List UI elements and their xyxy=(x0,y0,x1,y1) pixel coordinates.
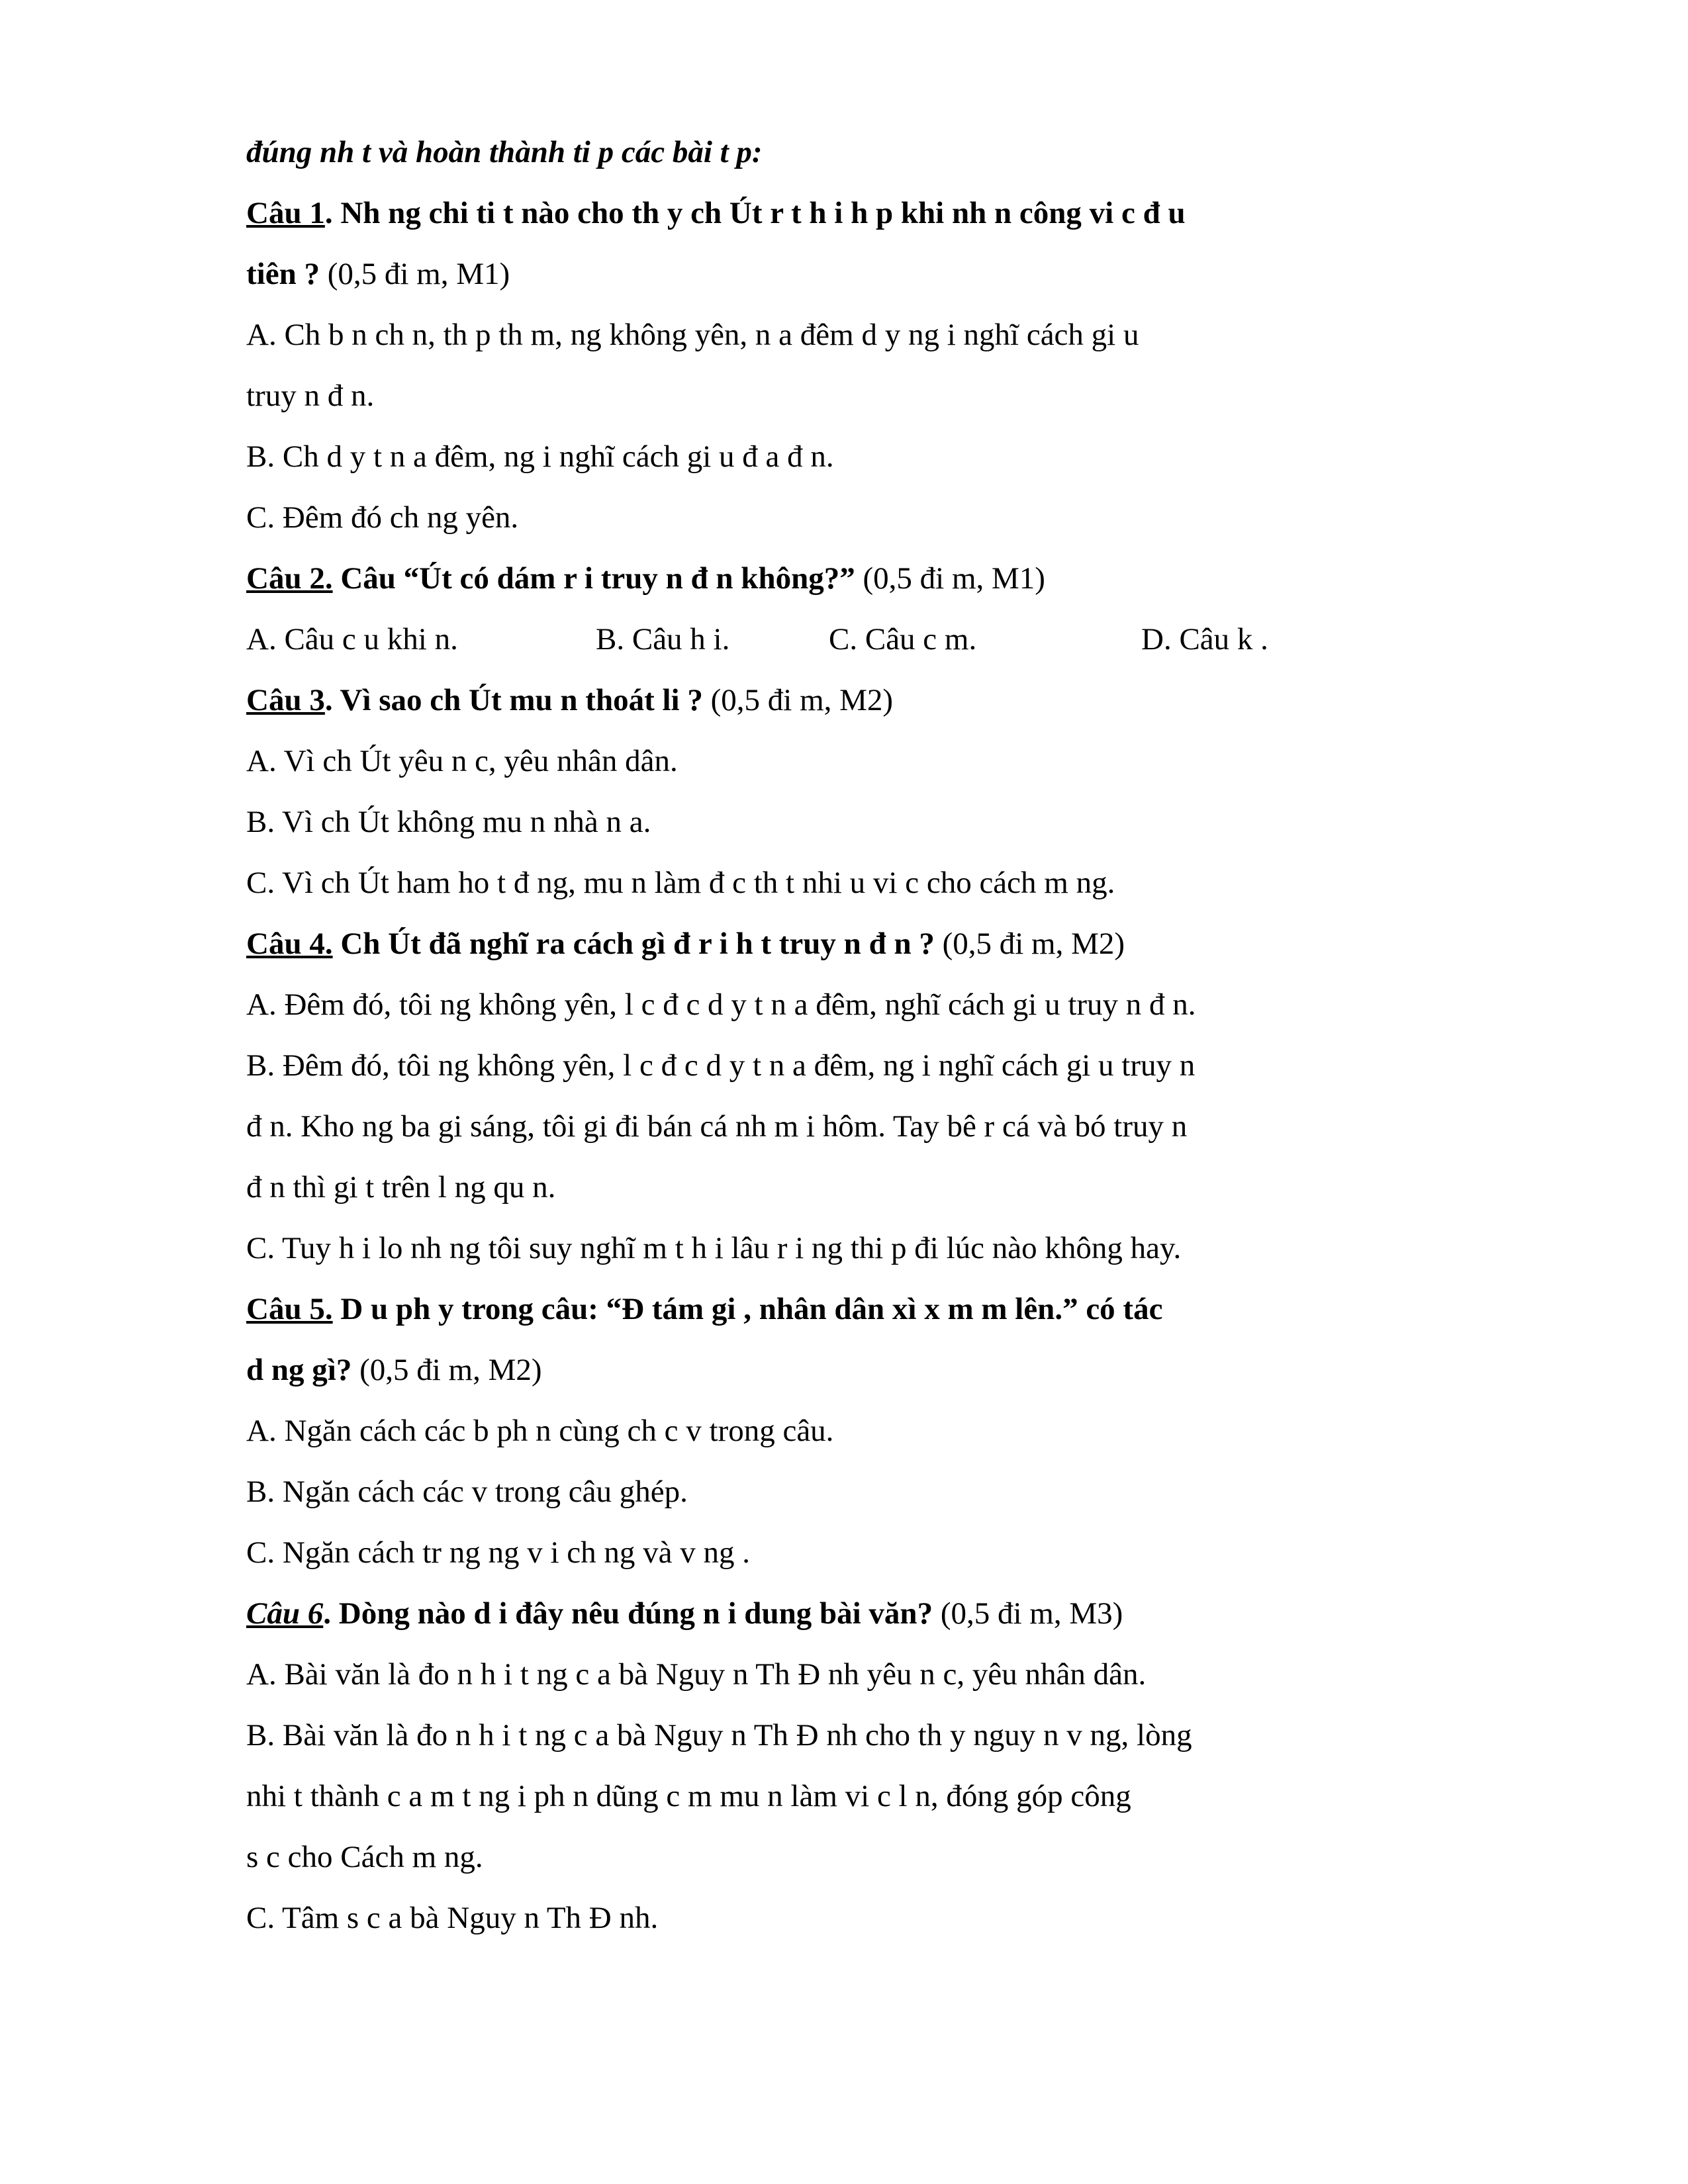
question-6-text: Dòng nào d i đây nêu đúng n i dung bài văn? xyxy=(331,1596,933,1631)
question-4-option-line: đ n thì gi t trên l ng qu n. xyxy=(246,1170,556,1205)
question-4-text: Ch Út đã nghĩ ra cách gì đ r i h t truy n đ n ? xyxy=(332,927,935,961)
question-1-option-line: B. Ch d y t n a đêm, ng i nghĩ cách gi u đ a đ n. xyxy=(246,439,834,474)
question-2-option-c: C. Câu c m. xyxy=(829,622,977,657)
question-3-option-a: A. Vì ch Út yêu n c, yêu nhân dân. xyxy=(246,744,678,778)
question-6-option-line: A. Bài văn là đo n h i t ng c a bà Nguy n Th Đ nh yêu n c, yêu nhân dân. xyxy=(246,1657,1147,1692)
question-3-line-1: Câu 3. Vì sao ch Út mu n thoát li ? (0,5 đi m, M2) xyxy=(246,683,894,717)
question-4-option-line: đ n. Kho ng ba gi sáng, tôi gi đi bán cá nh m i hôm. Tay bê r cá và bó truy n xyxy=(246,1109,1188,1144)
question-2-text: Câu “Út có dám r i truy n đ n không?” xyxy=(332,561,855,596)
question-5-line-2: d ng gì? (0,5 đi m, M2) xyxy=(246,1353,542,1387)
question-5-option-b: B. Ngăn cách các v trong câu ghép. xyxy=(246,1475,688,1509)
question-3-label: Câu 3 xyxy=(246,683,325,717)
question-3-option-c: C. Vì ch Út ham ho t đ ng, mu n làm đ c th t nhi u vi c cho cách m ng. xyxy=(246,866,1115,900)
question-1-text: Nh ng chi ti t nào cho th y ch Út r t h i h p khi nh n công vi c đ u xyxy=(332,196,1186,230)
question-4-option-line: B. Đêm đó, tôi ng không yên, l c đ c d y t n a đêm, ng i nghĩ cách gi u truy n xyxy=(246,1048,1196,1083)
question-1-option-line: A. Ch b n ch n, th p th m, ng không yên, n a đêm d y ng i nghĩ cách gi u xyxy=(246,318,1139,352)
intro-line: đúng nh t và hoàn thành ti p các bài t p: xyxy=(246,135,763,169)
question-2-line-1 xyxy=(246,559,1451,598)
question-4-line-1 xyxy=(246,924,1451,964)
question-6-option-line: nhi t thành c a m t ng i ph n dũng c m mu n làm vi c l n, đóng góp công xyxy=(246,1779,1131,1813)
question-4-option-line: C. Tuy h i lo nh ng tôi suy nghĩ m t h i lâu r i ng thi p đi lúc nào không hay. xyxy=(246,1231,1182,1265)
question-4-option-line: A. Đêm đó, tôi ng không yên, l c đ c d y t n a đêm, nghĩ cách gi u truy n đ n. xyxy=(246,987,1196,1022)
question-6-option-line: C. Tâm s c a bà Nguy n Th Đ nh. xyxy=(246,1901,659,1935)
question-3-option-b: B. Vì ch Út không mu n nhà n a. xyxy=(246,805,651,839)
question-4-label: Câu 4. xyxy=(246,927,333,961)
question-2-option-a: A. Câu c u khi n. xyxy=(246,622,458,657)
question-2-option-b: B. Câu h i. xyxy=(596,622,730,657)
question-1-line-1: Câu 1. Nh ng chi ti t nào cho th y ch Út r t h i h p khi nh n công vi c đ u xyxy=(246,196,1186,230)
question-1-option-line: C. Đêm đó ch ng yên. xyxy=(246,500,519,535)
question-1-meta: (0,5 đi m, M1) xyxy=(319,257,510,291)
question-6-line-1: Câu 6. Dòng nào d i đây nêu đúng n i dung bài văn? (0,5 đi m, M3) xyxy=(246,1596,1123,1631)
question-3-text: Vì sao ch Út mu n thoát li ? xyxy=(332,683,703,717)
question-2-option-d: D. Câu k . xyxy=(1141,622,1268,657)
question-3-meta: (0,5 đi m, M2) xyxy=(702,683,894,717)
question-6-meta: (0,5 đi m, M3) xyxy=(933,1596,1123,1631)
question-1-line-2: tiên ? (0,5 đi m, M1) xyxy=(246,257,510,291)
question-5-label: Câu 5. xyxy=(246,1292,333,1326)
question-5-option-a: A. Ngăn cách các b ph n cùng ch c v trong câu. xyxy=(246,1414,834,1448)
question-5-line-1 xyxy=(246,1289,1451,1329)
question-6-option-line: s c cho Cách m ng. xyxy=(246,1840,483,1874)
question-2-meta: (0,5 đi m, M1) xyxy=(855,561,1045,596)
question-4-meta: (0,5 đi m, M2) xyxy=(934,927,1125,961)
question-5-text: D u ph y trong câu: “Đ tám gi , nhân dân xì x m m lên.” có tác xyxy=(332,1292,1163,1326)
question-5-option-c: C. Ngăn cách tr ng ng v i ch ng và v ng . xyxy=(246,1535,750,1570)
question-2-label: Câu 2. xyxy=(246,561,333,596)
question-1-label: Câu 1 xyxy=(246,196,325,230)
question-5-meta: (0,5 đi m, M2) xyxy=(352,1353,542,1387)
question-1-option-line: truy n đ n. xyxy=(246,379,375,413)
question-6-option-line: B. Bài văn là đo n h i t ng c a bà Nguy n Th Đ nh cho th y nguy n v ng, lòng xyxy=(246,1718,1192,1752)
question-6-label: Câu 6 xyxy=(246,1596,324,1631)
